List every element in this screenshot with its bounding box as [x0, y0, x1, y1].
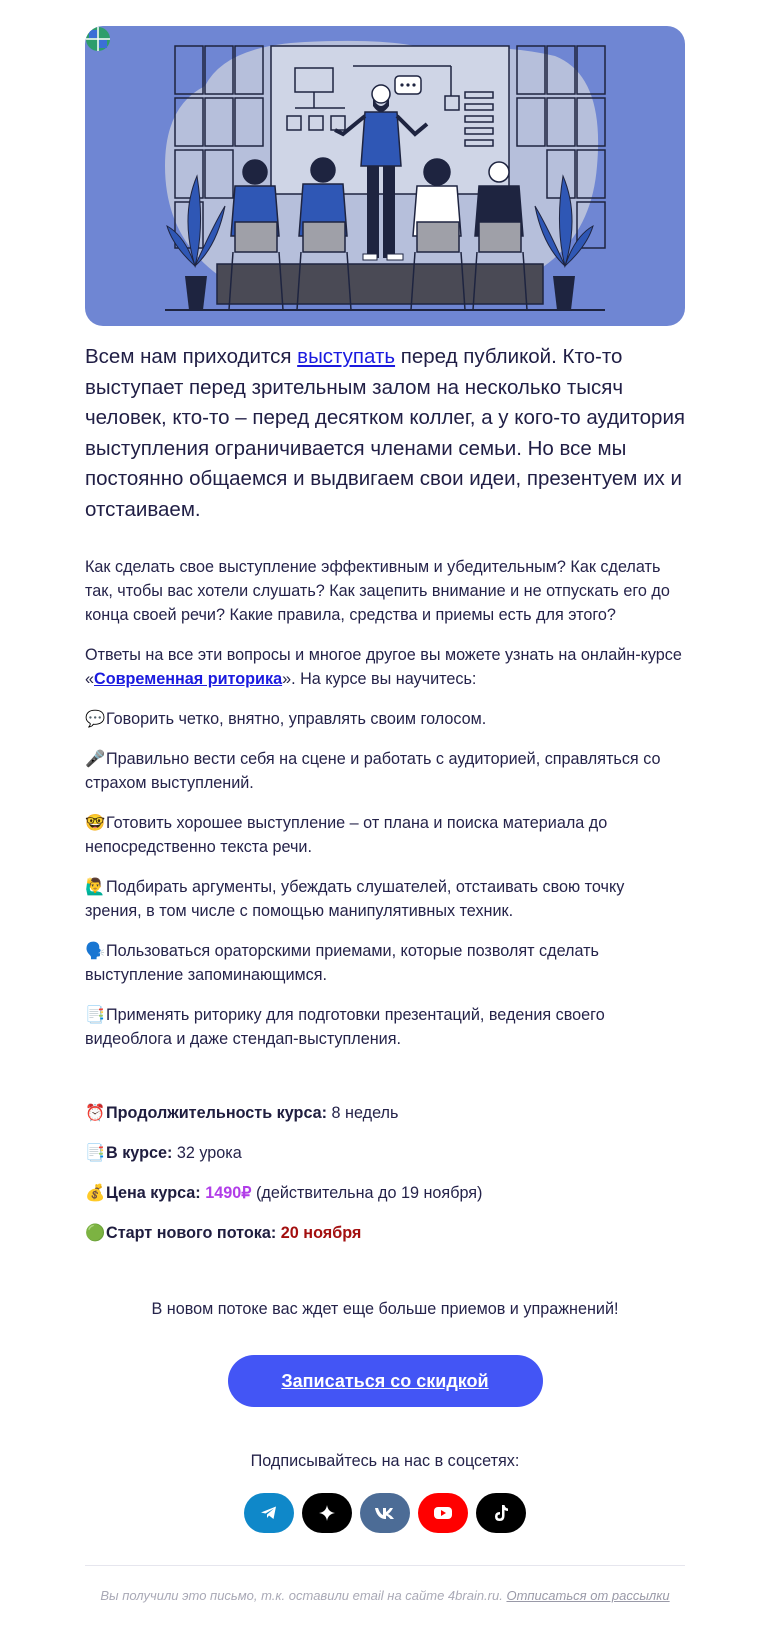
- telegram-link[interactable]: [244, 1493, 294, 1533]
- raising-hand-icon: 🙋‍♂️: [85, 878, 106, 896]
- intro-text-start: Всем нам приходится: [85, 345, 298, 368]
- course-link[interactable]: Современная риторика: [94, 670, 283, 688]
- skill-item: [85, 1003, 685, 1051]
- fact-value: 8 недель: [327, 1104, 399, 1122]
- course-text-end: ». На курсе вы научитесь:: [282, 670, 477, 688]
- sparkle-link[interactable]: [302, 1493, 352, 1533]
- intro-text-end: перед публикой. Кто-то выступает перед зрительным залом на несколько тысяч человек, кто-то – перед десятком коллег, а у кого-то аудитория выступления ограничивается членами семьи. Но все мы постоянно общаемся и выдвигаем свои идеи, презентуем их и отстаиваем.: [85, 345, 686, 521]
- skill-item: [85, 811, 685, 859]
- fact-label: В курсе:: [106, 1144, 173, 1162]
- presentation-scene-illustration: [85, 26, 685, 326]
- fact-value: 32 урока: [172, 1144, 242, 1162]
- youtube-icon: [433, 1506, 453, 1520]
- skill-text: Говорить четко, внятно, управлять своим голосом.: [106, 710, 487, 728]
- social-links: [85, 1493, 685, 1533]
- microphone-icon: 🎤: [85, 750, 106, 768]
- skill-text: Готовить хорошее выступление – от плана и поиска материала до непосредственно текста речи.: [85, 814, 608, 856]
- cta-container: [85, 1355, 685, 1407]
- footer-text: [85, 1588, 685, 1603]
- skill-text: Пользоваться ораторскими приемами, которые позволят сделать выступление запоминающимся.: [85, 942, 599, 984]
- speaking-head-icon: 🗣️: [85, 942, 106, 960]
- unsubscribe-link[interactable]: Отписаться от рассылки: [506, 1588, 670, 1603]
- fact-lessons: [85, 1141, 685, 1165]
- skill-item: [85, 747, 685, 795]
- course-text-start: Ответы на все эти вопросы и многое другое вы можете узнать на онлайн-курсе «: [85, 646, 682, 688]
- email-body: [85, 26, 685, 1603]
- intro-paragraph: [85, 342, 685, 525]
- social-title: Подписывайтесь на нас в соцсетях:: [250, 1452, 520, 1470]
- vk-icon: [374, 1506, 396, 1520]
- questions-paragraph: Как сделать свое выступление эффективным и убедительным? Как сделать так, чтобы вас хотели слушать? Как зацепить внимание и не отпускать его до конца своей речи? Какие правила, средства и приемы есть для этого?: [85, 558, 670, 624]
- sparkle-icon: [317, 1503, 337, 1523]
- speech-bubble-icon: 💬: [85, 710, 106, 728]
- skill-text: Подбирать аргументы, убеждать слушателей, отстаивать свою точку зрения, в том числе с помощью манипулятивных техник.: [85, 878, 625, 920]
- youtube-link[interactable]: [418, 1493, 468, 1533]
- vk-link[interactable]: [360, 1493, 410, 1533]
- brand-logo-icon: [85, 26, 111, 52]
- fact-duration: [85, 1101, 685, 1125]
- skills-list: [85, 707, 685, 1051]
- hero-illustration: [85, 26, 685, 326]
- money-bag-icon: 💰: [85, 1184, 106, 1202]
- skill-item: [85, 939, 685, 987]
- tiktok-icon: [492, 1503, 510, 1523]
- intro-link[interactable]: выступать: [297, 345, 396, 368]
- skill-item: [85, 875, 685, 923]
- price-value: 1490₽: [205, 1184, 252, 1202]
- course-facts: [85, 1101, 685, 1245]
- signup-discount-button[interactable]: Записаться со скидкой: [228, 1355, 543, 1407]
- footer-divider: [85, 1565, 685, 1566]
- bookmark-tabs-icon: 📑: [85, 1144, 106, 1162]
- skill-item: [85, 707, 685, 731]
- price-note: (действительна до 19 ноября): [251, 1184, 483, 1202]
- fact-label: Продолжительность курса:: [106, 1104, 328, 1122]
- tiktok-link[interactable]: [476, 1493, 526, 1533]
- bookmark-tabs-icon: 📑: [85, 1006, 106, 1024]
- footer-notice: Вы получили это письмо, т.к. оставили email на сайте 4brain.ru.: [100, 1588, 507, 1603]
- skill-text: Правильно вести себя на сцене и работать с аудиторией, справляться со страхом выступлений.: [85, 750, 661, 792]
- green-circle-icon: 🟢: [85, 1224, 106, 1242]
- skill-text: Применять риторику для подготовки презентаций, ведения своего видеоблога и даже стендап-выступления.: [85, 1006, 605, 1048]
- fact-start: [85, 1221, 685, 1245]
- promo-text: В новом потоке вас ждет еще больше приемов и упражнений!: [151, 1300, 619, 1318]
- fact-label: Цена курса:: [106, 1184, 201, 1202]
- start-date-value: 20 ноября: [280, 1224, 362, 1242]
- nerd-face-icon: 🤓: [85, 814, 106, 832]
- course-paragraph: [85, 643, 685, 691]
- fact-label: Старт нового потока:: [106, 1224, 277, 1242]
- fact-price: [85, 1181, 685, 1205]
- alarm-clock-icon: ⏰: [85, 1104, 106, 1122]
- telegram-icon: [259, 1503, 279, 1523]
